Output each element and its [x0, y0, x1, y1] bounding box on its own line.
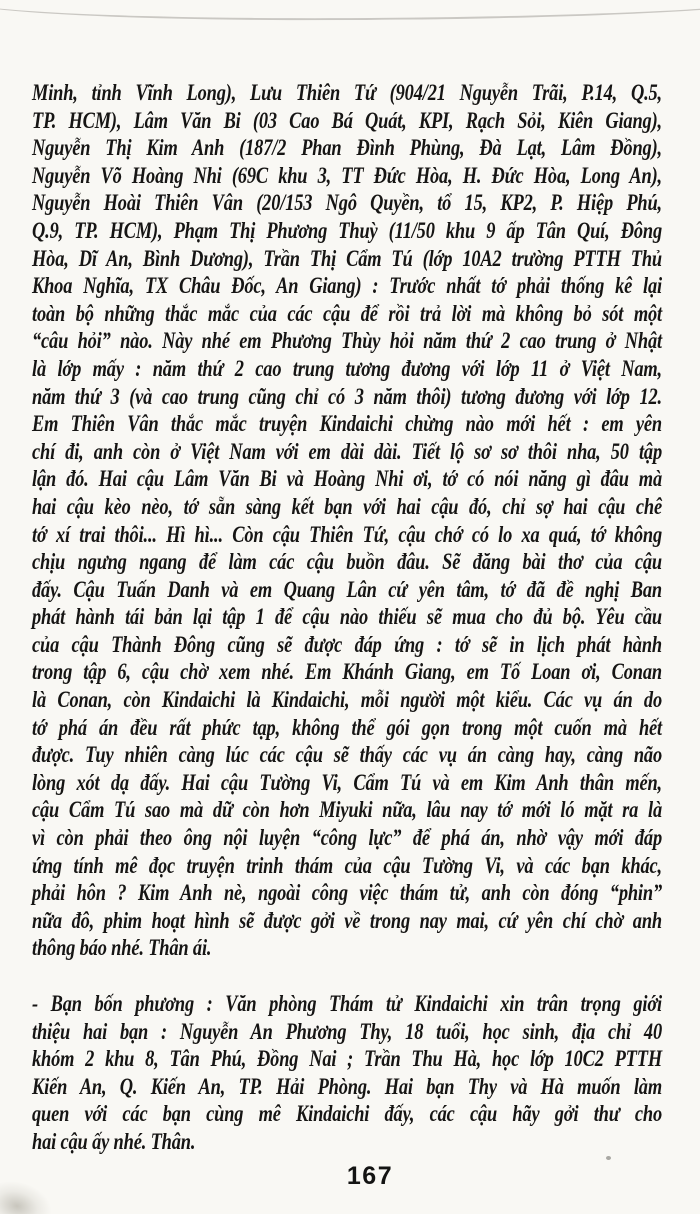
text-line: Em Thiên Vân thắc mắc truyện Kindaichi chừng nào mới hết : em yên — [32, 411, 662, 437]
text-line: chịu ngưng ngang để làm các cậu buồn đâu. Sẽ đăng bài thơ của cậu — [32, 549, 662, 575]
text-line: “câu hỏi” nào. Này nhé em Phương Thùy hỏi năm thứ 2 cao trung ở Nhật — [32, 328, 662, 354]
paragraph — [32, 990, 662, 1156]
text-line: TP. HCM), Lâm Văn Bi (03 Cao Bá Quát, KPI, Rạch Sỏi, Kiên Giang), — [32, 107, 662, 133]
text-block — [32, 79, 662, 1184]
text-line: toàn bộ những thắc mắc của các cậu để rồi trả lời mà không bỏ sót một — [32, 300, 662, 326]
text-line: Minh, tỉnh Vĩnh Long), Lưu Thiên Tứ (904/21 Nguyễn Trãi, P.14, Q.5, — [32, 80, 662, 105]
paragraph — [32, 79, 662, 962]
text-line: của cậu Thành Đông cũng sẽ được đáp ứng : tớ sẽ in lịch phát hành — [32, 631, 662, 657]
text-line: vì còn phải theo ông nội luyện “công lực” để phá án, nhờ vậy mới đáp — [32, 825, 662, 851]
text-line: khóm 2 khu 8, Tân Phú, Đồng Nai ; Trần Thu Hà, học lớp 10C2 PTTH — [32, 1046, 662, 1072]
text-line: Q.9, TP. HCM), Phạm Thị Phương Thuỳ (11/50 khu 9 ấp Tân Quí, Đông — [32, 217, 662, 243]
page-number: 167 — [346, 1162, 394, 1190]
text-line: hai cậu kèo nèo, tớ sẵn sàng kết bạn với hai cậu đó, chỉ sợ hai cậu chê — [32, 493, 662, 519]
text-line: Nguyễn Thị Kim Anh (187/2 Phan Đình Phùng, Đà Lạt, Lâm Đồng), — [32, 135, 662, 161]
text-line: đấy. Cậu Tuấn Danh và em Quang Lân cứ yên tâm, tớ đã đề nghị Ban — [32, 576, 662, 602]
text-line: là lớp mấy : năm thứ 2 cao trung tương đương với lớp 11 ở Việt Nam, — [32, 355, 662, 381]
text-line: nữa đô, phim hoạt hình sẽ được gởi về trong nay mai, cứ yên chí chờ anh — [32, 907, 662, 933]
text-line: thông báo nhé. Thân ái. — [32, 935, 212, 961]
text-line: chí đi, anh còn ở Việt Nam với em dài dài. Tiết lộ sơ sơ thôi nha, 50 tập — [32, 438, 662, 464]
text-line: Hòa, Dĩ An, Bình Dương), Trần Thị Cẩm Tú (lớp 10A2 trường PTTH Thủ — [32, 245, 662, 271]
text-line: Nguyễn Hoài Thiên Vân (20/153 Ngô Quyền, tổ 15, KP2, P. Hiệp Phú, — [32, 190, 662, 216]
text-line: lận đó. Hai cậu Lâm Văn Bi và Hoàng Nhi ơi, tớ có nói năng gì đâu mà — [32, 466, 662, 492]
text-line: tớ xí trai thôi... Hì hì... Còn cậu Thiên Tứ, cậu chớ có lo xa quá, tớ không — [32, 521, 662, 547]
text-line: thiệu hai bạn : Nguyễn An Phương Thy, 18 tuổi, học sinh, địa chỉ 40 — [32, 1018, 662, 1044]
text-line: Kiến An, Q. Kiến An, TP. Hải Phòng. Hai bạn Thy và Hà muốn làm — [32, 1073, 662, 1099]
text-line: là Conan, còn Kindaichi là Kindaichi, mỗi người một kiểu. Các vụ án do — [32, 687, 662, 713]
text-line: hai cậu ấy nhé. Thân. — [32, 1128, 196, 1154]
text-line: cậu Cẩm Tú sao mà dữ còn hơn Miyuki nữa, lâu nay tớ mới ló mặt ra là — [32, 797, 662, 823]
text-line: năm thứ 3 (và cao trung cũng chỉ có 3 năm thôi) tương đương với lớp 12. — [32, 383, 662, 409]
text-line: ứng tính mê đọc truyện trinh thám của cậu Tường Vi, và các bạn khác, — [32, 852, 662, 878]
text-line: Nguyễn Võ Hoàng Nhi (69C khu 3, TT Đức Hòa, H. Đức Hòa, Long An), — [32, 162, 662, 188]
text-line: được. Tuy nhiên càng lúc các cậu sẽ thấy các vụ án càng hay, càng não — [32, 742, 662, 768]
scan-artifact-top-curve — [0, 0, 700, 23]
text-line: phải hôn ? Kim Anh nè, ngoài công việc thám tử, anh còn đóng “phin” — [32, 880, 662, 906]
scan-artifact-speck — [606, 1156, 611, 1160]
text-line: Khoa Nghĩa, TX Châu Đốc, An Giang) : Trước nhất tớ phải thống kê lại — [32, 273, 662, 299]
text-line: - Bạn bốn phương : Văn phòng Thám tử Kindaichi xin trân trọng giới — [32, 991, 662, 1016]
text-line: tớ phá án đều rất phức tạp, không thể gói gọn trong một cuốn mà hết — [32, 714, 662, 740]
text-line: phát hành tái bản lại tập 1 để cậu nào thiếu sẽ mua cho đủ bộ. Yêu cầu — [32, 604, 662, 630]
text-line: quen với các bạn cùng mê Kindaichi đấy, các cậu hãy gởi thư cho — [32, 1101, 662, 1127]
text-line: lòng xót dạ đấy. Hai cậu Tường Vi, Cẩm Tú và em Kim Anh thân mến, — [32, 769, 662, 795]
text-line: trong tập 6, cậu chờ xem nhé. Em Khánh Giang, em Tố Loan ơi, Conan — [32, 659, 662, 685]
